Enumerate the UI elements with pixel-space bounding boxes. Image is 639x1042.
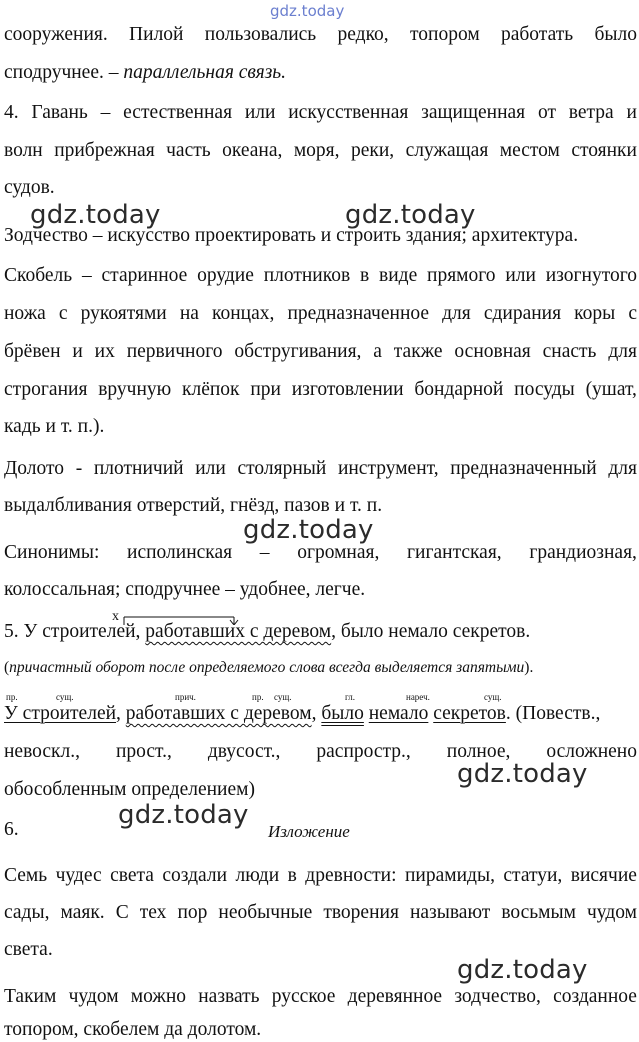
- text-line-6: Зодчество – искусство проектировать и строить здания; архитектура.: [4, 225, 579, 246]
- word: Пилой: [129, 24, 184, 45]
- word: для: [608, 341, 637, 362]
- text-line-22: [4, 864, 637, 888]
- word: основная: [454, 341, 531, 362]
- text-line-18: У строителей, работавших с деревом, было немало секретов. (Повеств.,: [4, 703, 601, 724]
- word: деревянное: [347, 986, 443, 1007]
- word: старинное: [101, 265, 188, 286]
- text-line-8: [4, 302, 637, 326]
- word: пирамиды,: [405, 865, 495, 886]
- word: коры: [574, 303, 616, 324]
- word: часть: [166, 140, 211, 161]
- word: ветра: [568, 102, 614, 123]
- word: инструмент,: [337, 458, 439, 479]
- text-line-15: колоссальная; сподручнее – удобнее, легче.: [4, 579, 366, 600]
- word: восьмым: [501, 902, 576, 923]
- section-heading: Изложение: [268, 822, 350, 841]
- text-line-12: [4, 457, 637, 481]
- word: гигантская,: [407, 542, 502, 563]
- ann-pr-2: пр.: [252, 692, 264, 702]
- line-2-text: сподручнее. –: [4, 62, 124, 83]
- text-line-1: [4, 23, 637, 47]
- l16-part1: 5. У строителей, работавших с деревом, было немало секретов.: [4, 621, 531, 642]
- word: естественная: [123, 102, 233, 123]
- word: и: [626, 102, 637, 123]
- word: обстругивания,: [234, 341, 362, 362]
- word: искусственная: [288, 102, 409, 123]
- word: чудом: [68, 986, 119, 1007]
- word: сооружения.: [4, 24, 108, 45]
- word: С: [115, 902, 129, 923]
- parallel-link-note: параллельная связь.: [123, 62, 287, 83]
- word: необычные: [218, 902, 313, 923]
- word: с: [628, 303, 637, 324]
- ann-narech: нареч.: [406, 692, 430, 702]
- word: называют: [409, 902, 491, 923]
- word: распростр.,: [316, 741, 411, 762]
- word: также: [393, 341, 443, 362]
- word: творения: [323, 902, 399, 923]
- word: их: [94, 341, 115, 362]
- text-line-3: [4, 101, 637, 125]
- word: для: [442, 303, 471, 324]
- word: ножа: [4, 303, 46, 324]
- word: служащая: [405, 140, 489, 161]
- word: тех: [139, 902, 167, 923]
- word: при: [250, 379, 281, 400]
- word: Семь: [4, 865, 48, 886]
- word: бондарной: [414, 379, 504, 400]
- watermark-top: gdz.today: [270, 2, 345, 20]
- word: люди: [235, 865, 280, 886]
- word: концах,: [211, 303, 275, 324]
- word: Скобель: [4, 265, 73, 286]
- text-line-23: [4, 901, 637, 925]
- word: –: [259, 542, 270, 563]
- word: посуды: [514, 379, 575, 400]
- word: –: [81, 265, 92, 286]
- word: брёвен: [4, 341, 61, 362]
- word: висячие: [570, 865, 637, 886]
- word: было: [594, 24, 637, 45]
- word: изогнутого: [545, 265, 637, 286]
- word: зодчество,: [454, 986, 541, 1007]
- word: статуи,: [503, 865, 563, 886]
- word: и: [72, 341, 83, 362]
- word: рукоятями: [80, 303, 167, 324]
- word: грандиозная,: [529, 542, 637, 563]
- word: с: [58, 303, 68, 324]
- word: волн: [4, 140, 43, 161]
- word: Гавань: [31, 102, 88, 123]
- word: прост.,: [115, 741, 172, 762]
- text-line-25: [4, 985, 637, 1009]
- text-line-7: [4, 264, 637, 288]
- word: исполинская: [127, 542, 233, 563]
- word: плотников: [263, 265, 351, 286]
- word: защищенная: [421, 102, 526, 123]
- word: вручную: [98, 379, 172, 400]
- ann-prich: прич.: [175, 692, 196, 702]
- watermark: gdz.today: [457, 955, 588, 985]
- word: предназначенный: [450, 458, 597, 479]
- ann-sush-2: сущ.: [274, 692, 292, 702]
- word: местом: [499, 140, 560, 161]
- watermark: gdz.today: [118, 800, 249, 830]
- text-line-16: [4, 620, 637, 644]
- word: редко,: [337, 24, 389, 45]
- text-line-11: кадь и т. п.).: [4, 416, 105, 437]
- word: созданное: [553, 986, 637, 1007]
- word: сдирания: [483, 303, 562, 324]
- word: прибрежная: [54, 140, 155, 161]
- word: сады,: [4, 902, 50, 923]
- word: 4.: [4, 102, 19, 123]
- word: строгания: [4, 379, 88, 400]
- text-line-4: [4, 139, 637, 163]
- text-line-9: [4, 340, 637, 364]
- word: работать: [500, 24, 574, 45]
- word: а: [373, 341, 382, 362]
- word: плотничий: [93, 458, 184, 479]
- word: от: [537, 102, 556, 123]
- word: пор: [177, 902, 208, 923]
- word: стоянки: [571, 140, 637, 161]
- ann-sush-3: сущ.: [484, 692, 502, 702]
- predicate: было: [321, 703, 364, 724]
- watermark: gdz.today: [345, 200, 476, 230]
- word: создали: [162, 865, 228, 886]
- word: или: [244, 102, 276, 123]
- word: на: [179, 303, 199, 324]
- word: виде: [379, 265, 418, 286]
- word: клёпок: [182, 379, 240, 400]
- word: Долото: [4, 458, 65, 479]
- word: океана,: [222, 140, 283, 161]
- item-number: 6.: [4, 819, 19, 840]
- word: для: [608, 458, 637, 479]
- word: в: [359, 265, 370, 286]
- watermark: gdz.today: [30, 200, 161, 230]
- ann-gl: гл.: [345, 692, 355, 702]
- text-line-5: судов.: [4, 177, 55, 198]
- word: (ушат,: [585, 379, 637, 400]
- word: первичного: [126, 341, 223, 362]
- word: –: [100, 102, 111, 123]
- word: древности:: [305, 865, 397, 886]
- watermark: gdz.today: [243, 515, 374, 545]
- word: реки,: [350, 140, 395, 161]
- word: осложнено: [546, 741, 637, 762]
- text-line-17: (причастный оборот после определяемого слова всегда выделяется запятыми).: [4, 659, 534, 676]
- text-line-10: [4, 378, 637, 402]
- word: изготовлении: [291, 379, 404, 400]
- word: предназначенное: [287, 303, 430, 324]
- word: или: [505, 265, 536, 286]
- word: моря,: [293, 140, 340, 161]
- text-line-20: обособленным определением): [4, 779, 255, 800]
- rule-note: причастный оборот после определяемого слова всегда выделяется запятыми: [9, 659, 525, 676]
- word: Синонимы:: [4, 542, 100, 563]
- cross-mark: x: [112, 609, 119, 624]
- subject-phrase: У строителей: [4, 703, 117, 724]
- text-line-2: [4, 61, 637, 85]
- word: полное,: [446, 741, 511, 762]
- word: маяк.: [60, 902, 105, 923]
- text-line-13: выдалбливания отверстий, гнёзд, пазов и т. п.: [4, 495, 383, 516]
- word: Таким: [4, 986, 57, 1007]
- text-line-26: топором, скобелем да долотом.: [4, 1019, 262, 1040]
- word: невоскл.,: [4, 741, 81, 762]
- ann-pr-1: пр.: [6, 692, 18, 702]
- word: прямого: [427, 265, 496, 286]
- word: или: [195, 458, 226, 479]
- word: огромная,: [297, 542, 380, 563]
- ann-sush-1: сущ.: [56, 692, 74, 702]
- adverb: немало: [368, 703, 429, 724]
- word: назвать: [198, 986, 260, 1007]
- word: света: [110, 865, 154, 886]
- word: пользовались: [204, 24, 317, 45]
- word: можно: [130, 986, 187, 1007]
- subject: секретов: [433, 703, 506, 724]
- text-line-24: света.: [4, 939, 53, 960]
- watermark: gdz.today: [457, 759, 588, 789]
- word: столярный: [237, 458, 327, 479]
- participle-phrase: работавших с деревом: [125, 703, 312, 724]
- word: орудие: [197, 265, 254, 286]
- word: чудом: [587, 902, 637, 923]
- word: русское: [271, 986, 336, 1007]
- word: чудес: [55, 865, 102, 886]
- word: снасть: [542, 341, 597, 362]
- word: -: [75, 458, 83, 479]
- word: топором: [410, 24, 480, 45]
- word: в: [287, 865, 297, 886]
- word: двусост.,: [207, 741, 281, 762]
